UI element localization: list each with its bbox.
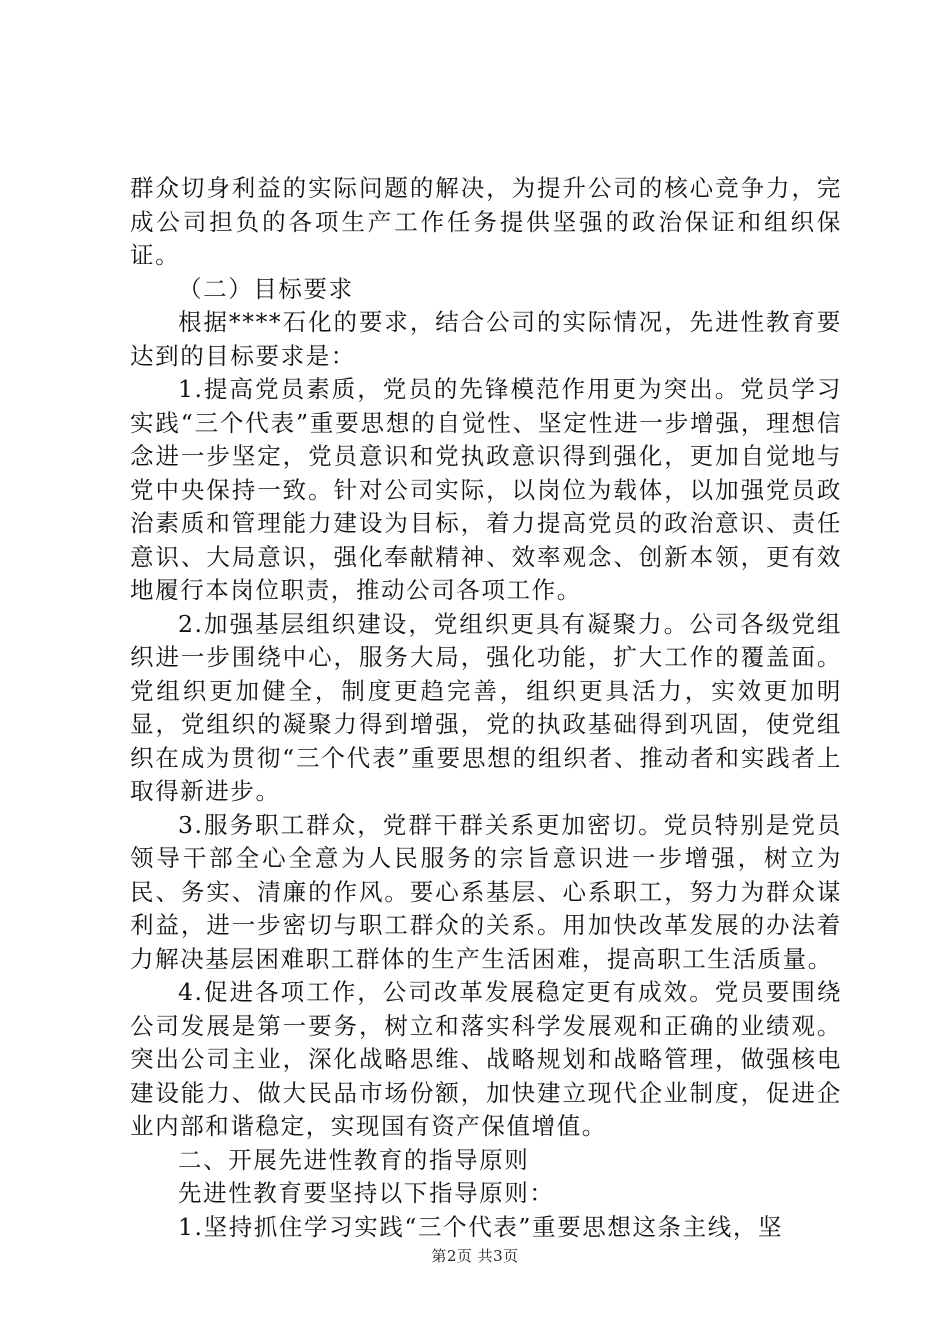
paragraph-principle-1: 1.坚持抓住学习实践“三个代表”重要思想这条主线，坚 xyxy=(178,1212,784,1241)
paragraph-goal-4: 4.促进各项工作，公司改革发展稳定更有成效。党员要围绕公司发展是第一要务，树立和落实科学发展观和正确的业绩观。突出公司主业，深化战略思维、战略规划和战略管理，做强核电建设能力、做大民品市场份额，加快建立现代企业制度，促进企业内部和谐稳定，实现国有资产保值增值。 xyxy=(130,978,842,1140)
document-body xyxy=(130,172,842,1244)
section-heading-principles: 二、开展先进性教育的指导原则 xyxy=(178,1145,530,1174)
paragraph-goals-intro: 根据****石化的要求，结合公司的实际情况，先进性教育要达到的目标要求是： xyxy=(130,308,842,370)
page-footer: 第2页 共3页 xyxy=(431,1247,519,1265)
paragraph-goal-2: 2.加强基层组织建设，党组织更具有凝聚力。公司各级党组织进一步围绕中心，服务大局，强化功能，扩大工作的覆盖面。党组织更加健全，制度更趋完善，组织更具活力，实效更加明显，党组织的凝聚力得到增强，党的执政基础得到巩固，使党组织在成为贯彻“三个代表”重要思想的组织者、推动者和实践者上取得新进步。 xyxy=(130,609,842,805)
paragraph-principles-intro: 先进性教育要坚持以下指导原则： xyxy=(178,1179,555,1207)
section-heading-goals: （二）目标要求 xyxy=(178,274,354,303)
paragraph-goal-3: 3.服务职工群众，党群干群关系更加密切。党员特别是党员领导干部全心全意为人民服务的宗旨意识进一步增强，树立为民、务实、清廉的作风。要心系基层、心系职工，努力为群众谋利益，进一步密切与职工群众的关系。用加快改革发展的办法着力解决基层困难职工群体的生产生活困难，提高职工生活质量。 xyxy=(130,810,842,973)
paragraph-goal-1: 1.提高党员素质，党员的先锋模范作用更为突出。党员学习实践“三个代表”重要思想的自觉性、坚定性进一步增强，理想信念进一步坚定，党员意识和党执政意识得到强化，更加自觉地与党中央保持一致。针对公司实际，以岗位为载体，以加强党员政治素质和管理能力建设为目标，着力提高党员的政治意识、责任意识、大局意识，强化奉献精神、效率观念、创新本领，更有效地履行本岗位职责，推动公司各项工作。 xyxy=(130,375,842,604)
paragraph-continuation: 群众切身利益的实际问题的解决，为提升公司的核心竞争力，完成公司担负的各项生产工作任务提供坚强的政治保证和组织保证。 xyxy=(130,174,842,269)
